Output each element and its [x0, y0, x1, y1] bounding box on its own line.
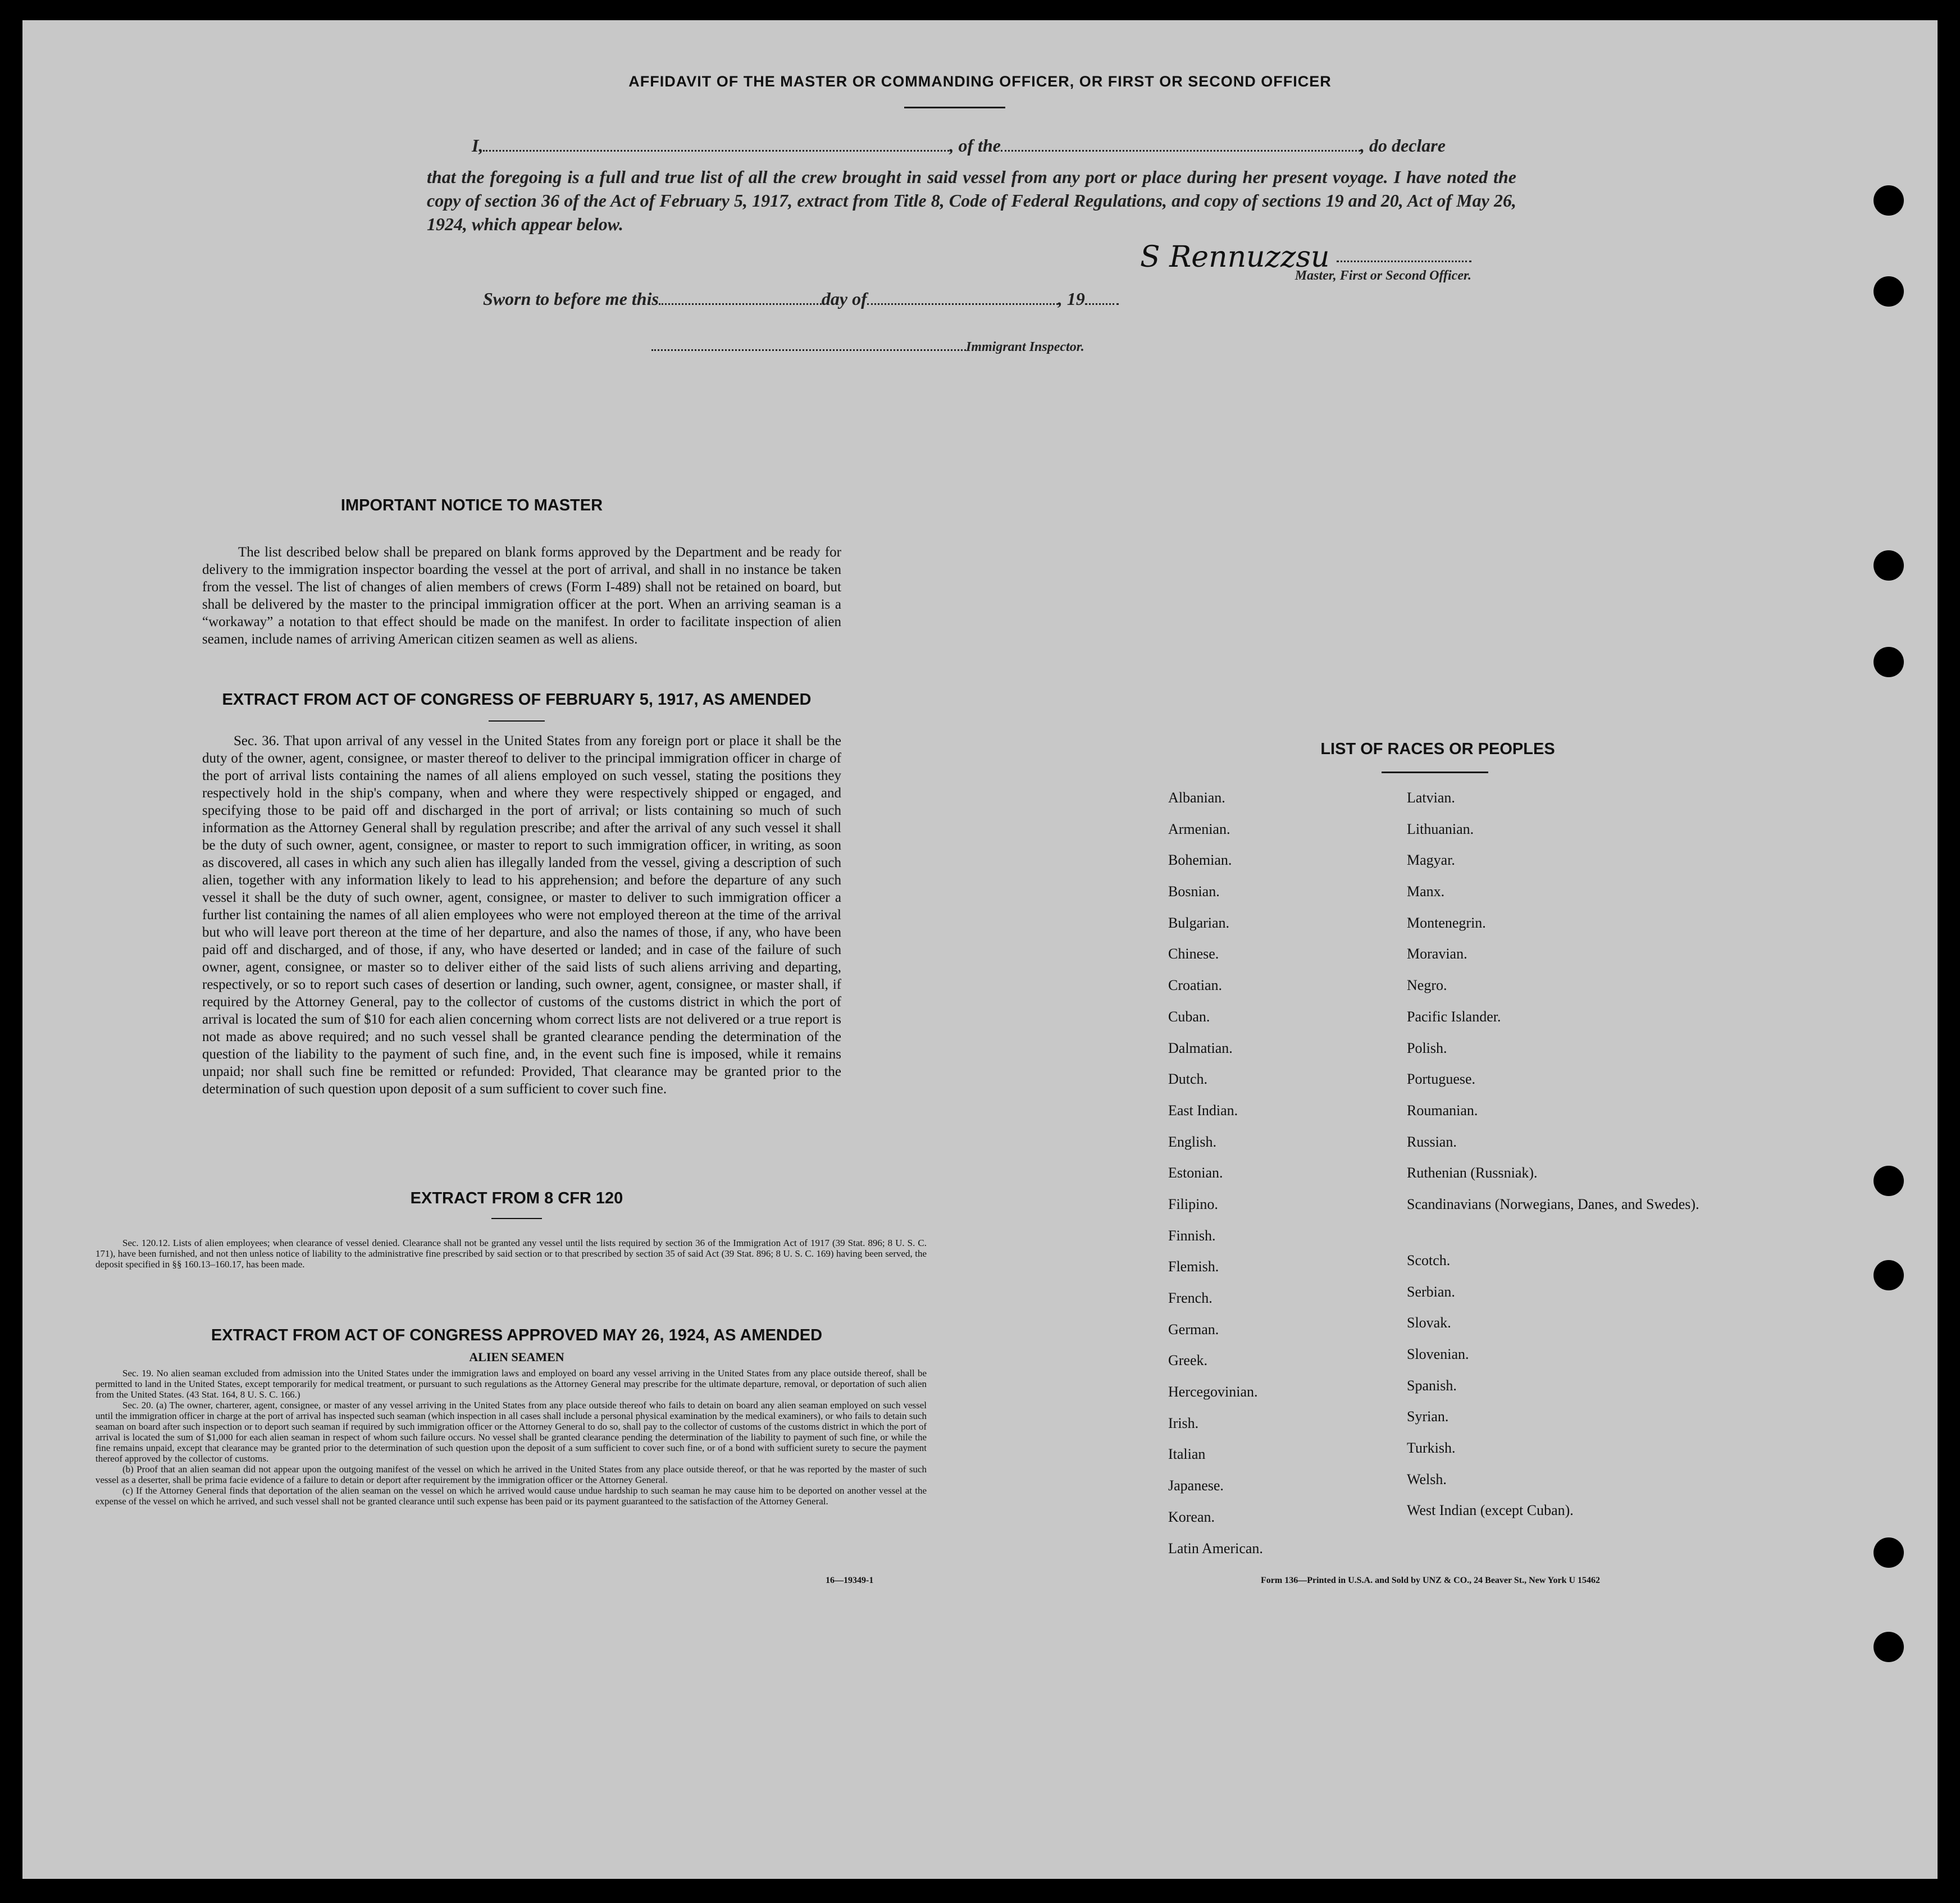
sworn-year-field[interactable] — [1085, 303, 1119, 305]
punch-hole — [1874, 1260, 1904, 1290]
race-item: Turkish. — [1407, 1440, 1456, 1457]
extract-1924-title: EXTRACT FROM ACT OF CONGRESS APPROVED MAY 26, 1924, AS AMENDED — [211, 1326, 823, 1344]
i-label: I, — [472, 135, 484, 156]
punch-hole — [1874, 1632, 1904, 1662]
officer-name-field[interactable] — [483, 150, 949, 152]
alien-seamen-subtitle: ALIEN SEAMEN — [469, 1350, 564, 1364]
print-number: 16—19349-1 — [826, 1576, 874, 1585]
race-item: East Indian. — [1168, 1102, 1238, 1119]
race-item: Japanese. — [1168, 1477, 1224, 1494]
race-item: Spanish. — [1407, 1377, 1457, 1394]
race-item: Estonian. — [1168, 1165, 1223, 1181]
section-20b-text: (b) Proof that an alien seaman did not appear upon the outgoing manifest of the vessel on which he arrived in the United States from any place outside thereof, or that he was reported by the master of such vessel as a deserter, shall be prima facie evidence of a failure to detain or deport after requirement by the immigration officer or the Attorney General. — [95, 1464, 927, 1485]
race-item: Finnish. — [1168, 1227, 1216, 1244]
signature-caption: Master, First or Second Officer. — [1294, 268, 1471, 283]
race-item: Syrian. — [1407, 1408, 1449, 1425]
race-item: German. — [1168, 1321, 1219, 1338]
race-item: Roumanian. — [1407, 1102, 1478, 1119]
race-item: Croatian. — [1168, 977, 1223, 994]
notice-body: The list described below shall be prepared on blank forms approved by the Department and be ready for delivery to the immigration inspector boarding the vessel at the port of arrival, and shall in no instance be taken from the vessel. The list of changes of alien members of crews (Form I-489) shall not be retained on board, but shall be delivered by the master to the principal immigration officer at the port. When an arriving seaman is a “workaway” a notation to that effect should be made on the manifest. In order to facilitate inspection of alien seamen, include names of arriving American citizen seamen as well as aliens. — [202, 545, 841, 647]
race-item: Albanian. — [1168, 790, 1225, 806]
race-item: Chinese. — [1168, 946, 1219, 962]
race-item: Serbian. — [1407, 1283, 1455, 1300]
race-item: Dutch. — [1168, 1071, 1208, 1088]
race-item: French. — [1168, 1290, 1213, 1306]
section-19-text: Sec. 19. No alien seaman excluded from admission into the United States under the immigration laws and employed on board any vessel arriving in the United States from any place outside thereof, shall be permitted to land in the United States, except temporarily for medical treatment, or pursuant to such regulations as the Attorney General may prescribe for the ultimate departure, removal, or deportation of such alien from the United States. (43 Stat. 164, 8 U. S. C. 166.) — [95, 1368, 927, 1400]
races-list-right — [1407, 790, 1721, 1534]
race-item: English. — [1168, 1133, 1216, 1150]
master-signature: S Rennuzzsu — [1140, 240, 1330, 274]
race-item: Irish. — [1168, 1414, 1199, 1431]
race-item: Latvian. — [1407, 790, 1455, 806]
races-divider — [1382, 772, 1488, 773]
race-item: Bohemian. — [1168, 852, 1232, 869]
race-item: Italian — [1168, 1446, 1206, 1463]
inspector-line — [651, 335, 1213, 355]
section-20c-text: (c) If the Attorney General finds that deportation of the alien seaman on the vessel on which he arrived would cause undue hardship to such seaman he may cause him to be deported on another vessel at the expense of the vessel on which he arrived, and such vessel shall not be granted clearance until such expense has been paid or its payment guaranteed to the satisfaction of the Attorney General. — [95, 1485, 927, 1507]
punch-hole — [1874, 1537, 1904, 1568]
extract-1917-body: Sec. 36. That upon arrival of any vessel in the United States from any foreign port or place it shall be the duty of the owner, agent, consignee, or master thereof to deliver to the principal immigration officer in charge of the port of arrival lists containing the names of all aliens employed on such vessel, stating the positions they respectively hold in the ship's company, when and where they were respectively shipped or engaged, and specifying those to be paid off and discharged in the port of arrival; or lists containing so much of such information as the Attorney General shall by regulation prescribe; and after the arrival of any such vessel it shall be the duty of such owner, agent, consignee, or master to report to such immigration officer, in writing, as soon as discovered, all cases in which any such alien has illegally landed from the vessel, giving a description of such alien, together with any information likely to lead to his apprehension; and before the departure of any such vessel it shall be the duty of such owner, agent, consignee, or master to deliver to such immigration officer a further list containing the names of all alien employees who were not employed thereon at the time of the arrival but who will leave port thereon at the time of her departure, and also the names of those, if any, who have been paid off and discharged, and of those, if any, who have deserted or landed; and in case of the failure of such owner, agent, consignee, or master so to deliver either of the said lists of such aliens arriving and departing, respectively, or so to report such cases of desertion or landing, such owner, agent, consignee, or master shall, if required by the Attorney General, pay to the collector of customs of the customs district in which the port of arrival is located the sum of $10 for each alien concerning whom correct lists are not delivered or a true report is not made as above required; and no such vessel shall be granted clearance pending the determination of the question of the liability to the payment of such fine, and, in the event such fine is imposed, while it remains unpaid; nor shall such fine be remitted or refunded: Provided, That clearance may be granted prior to the determination of such question upon deposit of a sum sufficient to cover such fine. — [202, 733, 841, 1097]
sworn-year-label: , 19 — [1058, 289, 1085, 309]
races-title: LIST OF RACES OR PEOPLES — [1320, 740, 1555, 758]
race-item: Magyar. — [1407, 852, 1455, 869]
punch-hole — [1874, 647, 1904, 677]
race-item: Manx. — [1407, 883, 1445, 900]
sworn-day-field[interactable] — [659, 303, 822, 305]
manifest-page — [22, 20, 1938, 1879]
vessel-name-field[interactable] — [1001, 150, 1360, 152]
race-item: Pacific Islander. — [1407, 1008, 1501, 1025]
sworn-prefix: Sworn to before me this — [483, 289, 659, 309]
race-item: Slovenian. — [1407, 1346, 1469, 1362]
extract-1917-title: EXTRACT FROM ACT OF CONGRESS OF FEBRUARY 5, 1917, AS AMENDED — [222, 691, 812, 709]
sworn-day-label: day of — [821, 289, 867, 309]
inspector-signature-field[interactable] — [651, 349, 966, 351]
race-item: Montenegrin. — [1407, 914, 1486, 931]
extract-1924-body — [95, 1368, 927, 1507]
sworn-line — [483, 289, 1528, 309]
race-item: Polish. — [1407, 1039, 1447, 1056]
section-divider — [489, 720, 545, 722]
race-item: Bulgarian. — [1168, 914, 1230, 931]
race-item: Greek. — [1168, 1352, 1208, 1369]
race-item: Russian. — [1407, 1133, 1457, 1150]
punch-hole — [1874, 185, 1904, 216]
notice-title: IMPORTANT NOTICE TO MASTER — [340, 496, 603, 514]
races-list-left — [1168, 790, 1393, 1571]
affidavit-declaration-line — [472, 135, 1516, 156]
section-divider — [491, 1218, 542, 1219]
race-item: Portuguese. — [1407, 1071, 1476, 1088]
sworn-month-field[interactable] — [867, 303, 1058, 305]
race-item: Moravian. — [1407, 946, 1467, 962]
race-item: Scotch. — [1407, 1252, 1451, 1268]
race-item: Lithuanian. — [1407, 820, 1474, 837]
form-printer-info: Form 136—Printed in U.S.A. and Sold by UNZ & CO., 24 Beaver St., New York U 15462 — [1261, 1576, 1601, 1585]
section-20a-text: Sec. 20. (a) The owner, charterer, agent, consignee, or master of any vessel arriving in the United States from any place outside thereof who fails to detain on board any alien seaman employed on such vessel until the immigration officer in charge at the port of arrival has inspected such seaman (which inspection in all cases shall include a personal physical examination by the medical examiners), or who fails to detain such seaman on board after such inspection or to deport such seaman if required by such immigration officer or the Attorney General to do so, shall pay to the collector of customs of the customs district in which the port of arrival is located the sum of $1,000 for each alien seaman in respect of whom such failure occurs. No vessel shall be granted clearance pending the determination of the liability to payment of such fine, or while the fine remains unpaid, except that clearance may be granted prior to the determination of such question upon the deposit of a sum sufficient to cover such fine, or of a bond with sufficient surety to secure the payment thereof approved by the collector of customs. — [95, 1400, 927, 1464]
punch-hole — [1874, 550, 1904, 581]
race-item: Bosnian. — [1168, 883, 1220, 900]
extract-cfr-body: Sec. 120.12. Lists of alien employees; when clearance of vessel denied. Clearance shall not be granted any vessel until the lists required by section 36 of the Immigration Act of 1917 (39 Stat. 896; 8 U. S. C. 171), have been furnished, and not then unless notice of liability to the administrative fine prescribed by said section or to that prescribed by section 35 of said Act (39 Stat. 896; 8 U. S. C. 169) having been served, the deposit specified in §§ 160.13–160.17, has been made. — [95, 1238, 927, 1270]
race-item: West Indian (except Cuban). — [1407, 1502, 1574, 1519]
race-item: Hercegovinian. — [1168, 1384, 1258, 1400]
race-item: Latin American. — [1168, 1540, 1263, 1557]
do-declare-label: , do declare — [1360, 135, 1446, 156]
extract-cfr-title: EXTRACT FROM 8 CFR 120 — [410, 1189, 623, 1207]
race-item: Filipino. — [1168, 1195, 1218, 1212]
punch-hole — [1874, 1166, 1904, 1196]
signature-line[interactable] — [1337, 261, 1471, 262]
inspector-label: Immigrant Inspector. — [966, 340, 1084, 354]
race-item: Armenian. — [1168, 820, 1230, 837]
punch-hole — [1874, 276, 1904, 307]
affidavit-body: that the foregoing is a full and true list of all the crew brought in said vessel from any port or place during her present voyage. I have noted the copy of section 36 of the Act of February 5, 1917, extract from Title 8, Code of Federal Regulations, and copy of sections 19 and 20, Act of May 26, 1924, which appear below. — [427, 167, 1516, 234]
race-item: Flemish. — [1168, 1258, 1219, 1275]
race-item: Slovak. — [1407, 1315, 1451, 1331]
race-item: Dalmatian. — [1168, 1039, 1233, 1056]
race-item: Negro. — [1407, 977, 1447, 994]
race-item: Welsh. — [1407, 1471, 1447, 1487]
race-item: Ruthenian (Russniak). — [1407, 1165, 1538, 1181]
of-the-label: , of the — [949, 135, 1001, 156]
race-item: Korean. — [1168, 1508, 1215, 1525]
race-item: Scandinavians (Norwegians, Danes, and Swedes). — [1407, 1195, 1699, 1212]
race-item: Cuban. — [1168, 1008, 1210, 1025]
affidavit-title: AFFIDAVIT OF THE MASTER OR COMMANDING OFFICER, OR FIRST OR SECOND OFFICER — [628, 73, 1332, 90]
title-divider — [904, 107, 1005, 108]
